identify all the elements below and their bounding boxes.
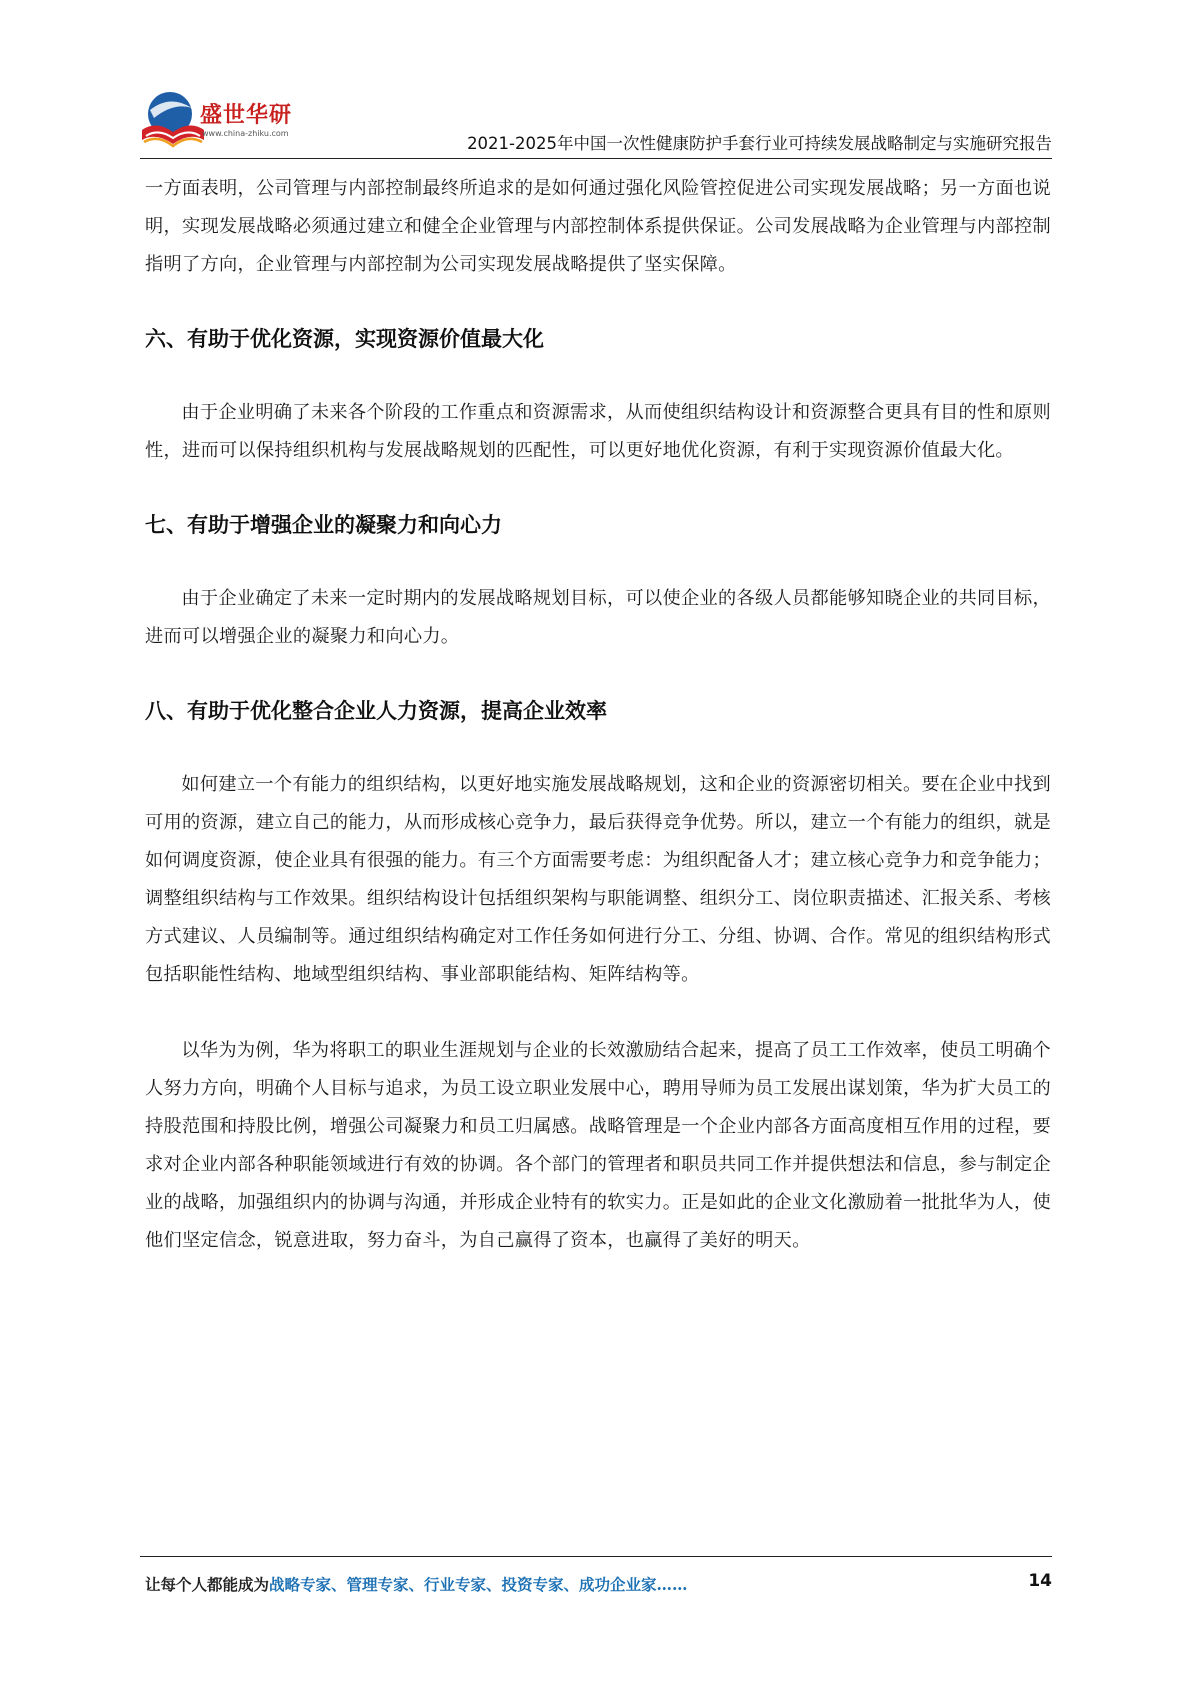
- slogan-highlight: 战略专家、管理专家、行业专家、投资专家、成功企业家……: [269, 1575, 688, 1594]
- section-heading-7: 七、有助于增强企业的凝聚力和向心力: [145, 513, 502, 537]
- report-title: 2021-2025年中国一次性健康防护手套行业可持续发展战略制定与实施研究报告: [467, 134, 1052, 153]
- header-divider: [140, 158, 1052, 159]
- footer-slogan: [145, 1573, 688, 1595]
- logo-name: 盛世华研: [200, 103, 293, 128]
- company-logo: [140, 86, 340, 152]
- paragraph-section-6: 由于企业明确了未来各个阶段的工作重点和资源需求，从而使组织结构设计和资源整合更具有目的性和原则性，进而可以保持组织机构与发展战略规划的匹配性，可以更好地优化资源，有利于实现资源价值最大化。: [145, 402, 1051, 461]
- paragraph-continuation: 一方面表明，公司管理与内部控制最终所追求的是如何通过强化风险管控促进公司实现发展战略；另一方面也说明，实现发展战略必须通过建立和健全企业管理与内部控制体系提供保证。公司发展战略为企业管理与内部控制指明了方向，企业管理与内部控制为公司实现发展战略提供了坚实保障。: [145, 178, 1051, 275]
- paragraph-section-8-b: 以华为为例，华为将职工的职业生涯规划与企业的长效激励结合起来，提高了员工工作效率，使员工明确个人努力方向，明确个人目标与追求，为员工设立职业发展中心，聘用导师为员工发展出谋划策，华为扩大员工的持股范围和持股比例，增强公司凝聚力和员工归属感。战略管理是一个企业内部各方面高度相互作用的过程，要求对企业内部各种职能领域进行有效的协调。各个部门的管理者和职员共同工作并提供想法和信息，参与制定企业的战略，加强组织内的协调与沟通，并形成企业特有的软实力。正是如此的企业文化激励着一批批华为人，使他们坚定信念，锐意进取，努力奋斗，为自己赢得了资本，也赢得了美好的明天。: [145, 1040, 1051, 1251]
- book-globe-logo-icon: [140, 90, 206, 150]
- section-heading-6: 六、有助于优化资源，实现资源价值最大化: [145, 327, 544, 351]
- body-content: [145, 168, 1051, 1260]
- footer-divider: [140, 1556, 1052, 1557]
- page-header: [140, 86, 1052, 158]
- paragraph-section-7: 由于企业确定了未来一定时期内的发展战略规划目标，可以使企业的各级人员都能够知晓企业的共同目标，进而可以增强企业的凝聚力和向心力。: [145, 588, 1051, 647]
- paragraph-section-8-a: 如何建立一个有能力的组织结构，以更好地实施发展战略规划，这和企业的资源密切相关。要在企业中找到可用的资源，建立自己的能力，从而形成核心竞争力，最后获得竞争优势。所以，建立一个有能力的组织，就是如何调度资源，使企业具有很强的能力。有三个方面需要考虑：为组织配备人才；建立核心竞争力和竞争能力；调整组织结构与工作效果。组织结构设计包括组织架构与职能调整、组织分工、岗位职责描述、汇报关系、考核方式建议、人员编制等。通过组织结构确定对工作任务如何进行分工、分组、协调、合作。常见的组织结构形式包括职能性结构、地域型组织结构、事业部职能结构、矩阵结构等。: [145, 774, 1051, 985]
- section-heading-8: 八、有助于优化整合企业人力资源，提高企业效率: [145, 699, 607, 723]
- logo-url: www.china-zhiku.com: [202, 129, 289, 138]
- page-number: 14: [1028, 1571, 1052, 1591]
- slogan-prefix: 让每个人都能成为: [145, 1575, 270, 1594]
